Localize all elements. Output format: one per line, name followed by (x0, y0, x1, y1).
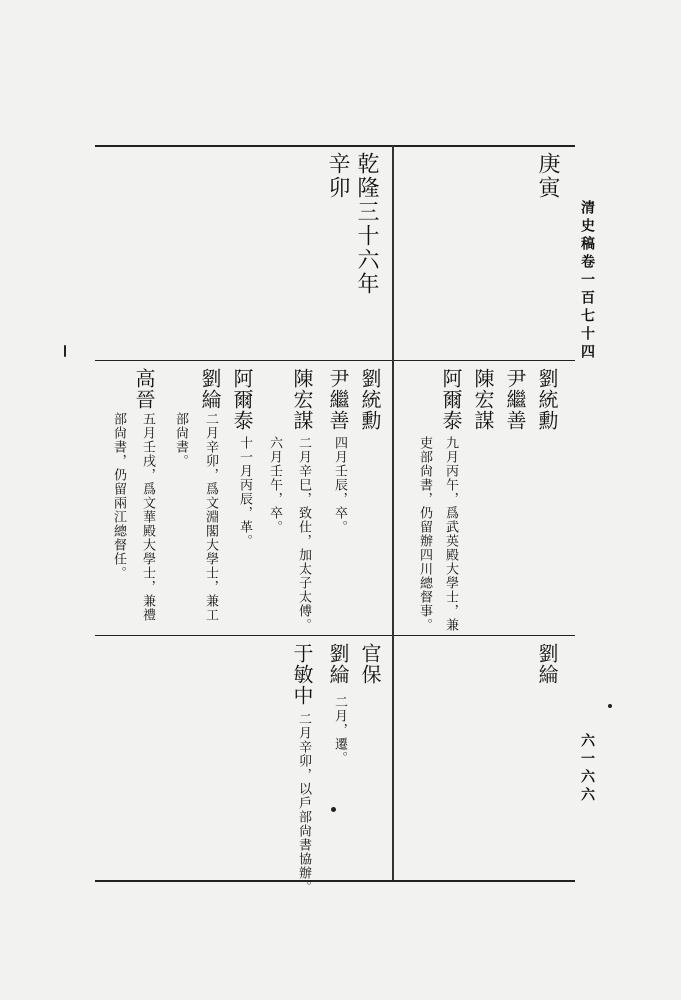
gs-right-note-2: 四月壬辰，卒。 (332, 436, 347, 534)
gs-right-note-3b: 六月壬午，卒。 (267, 436, 282, 534)
gs-right-name-4: 阿爾泰 (230, 368, 254, 431)
scan-speck (64, 345, 66, 357)
gs-left-note-4b: 吏部尙書，仍留辦四川總督事。 (417, 436, 432, 632)
scan-speck (331, 807, 336, 812)
row-divider-1 (95, 360, 575, 361)
asst-right-name-3: 于敏中 (290, 643, 314, 706)
gs-left-name-2: 尹繼善 (503, 368, 527, 431)
gs-left-name-3: 陳宏謀 (471, 368, 495, 431)
gs-left-name-4: 阿爾泰 (439, 368, 463, 431)
asst-right-name-2: 劉綸 (326, 643, 350, 685)
gs-right-name-6: 高晉 (132, 368, 156, 410)
book-title: 清史稿卷一百七十四 (579, 200, 595, 362)
asst-left-name-1: 劉綸 (535, 643, 559, 685)
year-left: 庚寅 (535, 152, 560, 200)
gs-right-note-6b: 部尙書，仍留兩江總督任。 (111, 412, 126, 580)
asst-right-note-3: 二月辛卯，以戶部尙書協辦。 (296, 712, 311, 894)
year-right-ganzhi: 辛卯 (325, 152, 350, 200)
top-rule (95, 145, 575, 147)
year-right-era: 乾隆三十六年 (354, 152, 379, 296)
gs-right-note-5b: 部尙書。 (173, 412, 188, 468)
gs-right-name-5: 劉綸 (198, 368, 222, 410)
gs-right-note-5a: 二月辛卯，爲文淵閣大學士，兼工 (203, 412, 218, 622)
gs-right-name-2: 尹繼善 (326, 368, 350, 431)
row-divider-2 (95, 635, 575, 636)
asst-right-name-1: 官保 (358, 643, 382, 685)
gs-right-name-3: 陳宏謀 (290, 368, 314, 431)
gs-right-note-4: 十一月丙辰，革。 (237, 436, 252, 548)
gs-left-name-1: 劉統勳 (535, 368, 559, 431)
page-number: 六一六六 (579, 733, 595, 805)
scan-speck (608, 704, 612, 708)
bottom-rule (95, 880, 575, 882)
asst-right-note-2: 二月，遷。 (332, 695, 347, 765)
column-divider (392, 145, 394, 880)
gs-right-note-6a: 五月壬戌，爲文華殿大學士，兼禮 (140, 412, 155, 622)
gs-left-note-4a: 九月丙午，爲武英殿大學士，兼 (443, 436, 458, 632)
gs-right-name-1: 劉統勳 (358, 368, 382, 431)
gs-right-note-3a: 二月辛巳，致仕，加太子太傅。 (296, 436, 311, 632)
